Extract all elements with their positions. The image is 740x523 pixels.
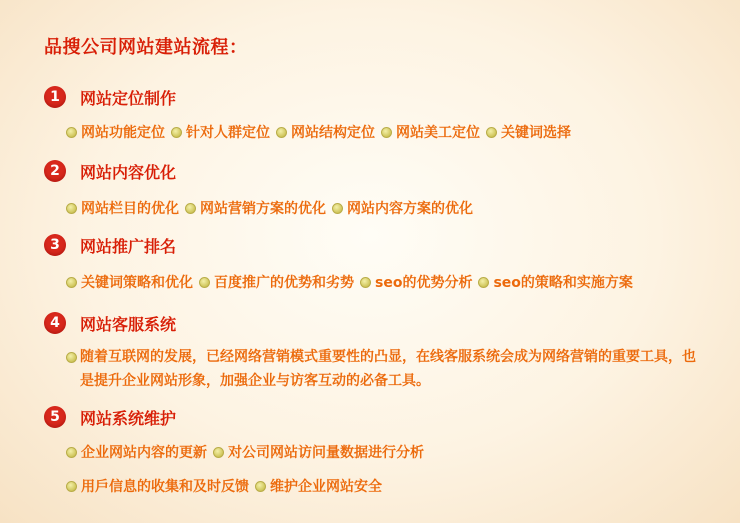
section-title: 网站定位制作 (80, 88, 177, 108)
bullet-dot-icon (199, 277, 210, 288)
list-item (171, 122, 270, 142)
number-badge: 5 (44, 406, 66, 428)
section-header (44, 405, 724, 429)
bullet-dot-icon (66, 447, 77, 458)
bullet-dot-icon (381, 127, 392, 138)
item-label: seo的优势分析 (375, 275, 473, 291)
bullet-dot-icon (213, 447, 224, 458)
section-title: 网站推广排名 (80, 236, 177, 256)
bullet-dot-icon (171, 127, 182, 138)
list-item (332, 198, 473, 218)
item-label: 关键词选择 (501, 125, 571, 141)
item-label: 网站营销方案的优化 (200, 201, 326, 217)
bullet-dot-icon (66, 277, 77, 288)
bullet-dot-icon (276, 127, 287, 138)
bullet-dot-icon (332, 203, 343, 214)
section-maintenance (44, 405, 724, 495)
section-positioning (44, 85, 724, 141)
bullet-dot-icon (66, 481, 77, 492)
list-item (486, 122, 571, 142)
section-header (44, 85, 724, 109)
item-label: 网站结构定位 (291, 125, 375, 141)
item-label: 企业网站内容的更新 (81, 445, 207, 461)
description-paragraph (66, 345, 706, 393)
bullet-dot-icon (185, 203, 196, 214)
item-label: seo的策略和实施方案 (493, 275, 633, 291)
item-label: 网站内容方案的优化 (347, 201, 473, 217)
section-header (44, 233, 724, 257)
item-label: 针对人群定位 (186, 125, 270, 141)
section-header (44, 159, 724, 183)
section-content-optimization (44, 159, 724, 217)
list-item (66, 476, 249, 496)
page-title: 品搜公司网站建站流程： (44, 37, 248, 58)
list-item (360, 272, 472, 292)
list-item (66, 442, 207, 462)
item-label: 网站栏目的优化 (81, 201, 179, 217)
list-item (478, 272, 632, 292)
item-line (66, 122, 577, 142)
item-label: 百度推广的优势和劣势 (214, 275, 354, 291)
section-promotion-ranking (44, 233, 724, 291)
bullet-dot-icon (360, 277, 371, 288)
list-item (66, 272, 193, 292)
section-title: 网站内容优化 (80, 162, 177, 182)
item-label: 网站功能定位 (81, 125, 165, 141)
number-badge: 2 (44, 160, 66, 182)
item-line (66, 272, 639, 292)
list-item (66, 122, 165, 142)
item-line (66, 198, 479, 218)
list-item (199, 272, 354, 292)
section-title: 网站系统维护 (80, 408, 177, 428)
list-item (213, 442, 424, 462)
section-customer-service (44, 311, 724, 389)
bullet-dot-icon (478, 277, 489, 288)
list-item (255, 476, 382, 496)
list-item (381, 122, 480, 142)
item-label: 用戶信息的收集和及时反馈 (81, 479, 249, 495)
bullet-dot-icon (66, 203, 77, 214)
item-label: 维护企业网站安全 (270, 479, 382, 495)
item-label: 网站美工定位 (396, 125, 480, 141)
section-header (44, 311, 724, 335)
paragraph-text: 随着互联网的发展，已经网络营销模式重要性的凸显，在线客服系统会成为网络营销的重要工具，也是提升企业网站形象，加强企业与访客互动的必备工具。 (80, 349, 696, 389)
item-line (66, 476, 388, 496)
bullet-dot-icon (66, 352, 77, 363)
bullet-dot-icon (255, 481, 266, 492)
list-item (66, 198, 179, 218)
bullet-dot-icon (486, 127, 497, 138)
bullet-dot-icon (66, 127, 77, 138)
item-line (66, 442, 430, 462)
list-item (185, 198, 326, 218)
number-badge: 4 (44, 312, 66, 334)
list-item (276, 122, 375, 142)
number-badge: 3 (44, 234, 66, 256)
item-label: 关键词策略和优化 (81, 275, 193, 291)
item-label: 对公司网站访问量数据进行分析 (228, 445, 424, 461)
number-badge: 1 (44, 86, 66, 108)
section-title: 网站客服系统 (80, 314, 177, 334)
